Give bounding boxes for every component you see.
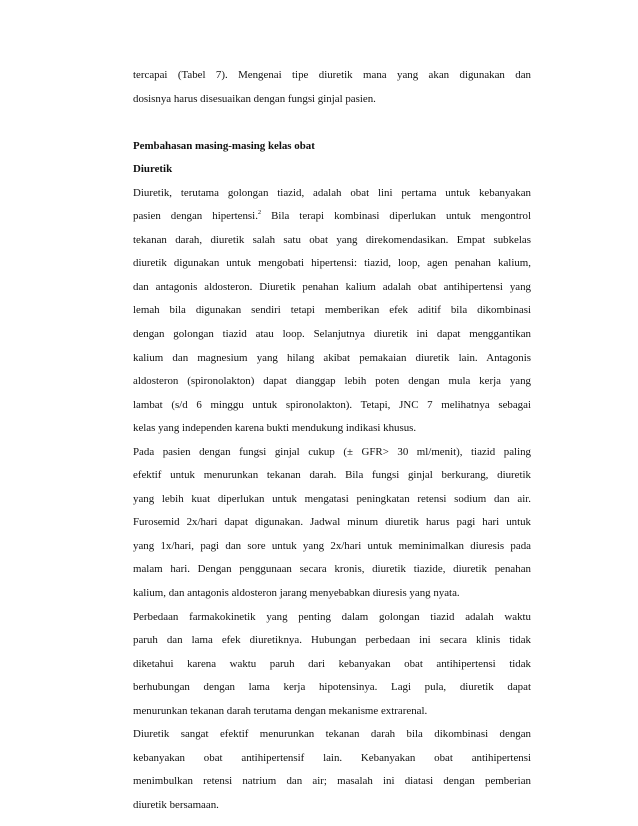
text-line: Diuretik sangat efektif menurunkan tekanan darah bila dikombinasi dengan: [133, 728, 531, 741]
text-line: yang 1x/hari, pagi dan sore untuk yang 2x/hari untuk meminimalkan diuresis pada: [133, 539, 531, 552]
text-line: menurunkan tekanan darah terutama dengan mekanisme extrarenal.: [133, 704, 428, 717]
text-segment: pasien dengan hipertensi.: [133, 210, 258, 223]
text-line: paruh dan lama efek diuretiknya. Hubungan perbedaan ini secara klinis tidak: [133, 634, 531, 647]
text-line: dosisnya harus disesuaikan dengan fungsi ginjal pasien.: [133, 92, 376, 105]
text-line: berhubungan dengan lama kerja hipotensinya. Lagi pula, diuretik dapat: [133, 681, 531, 694]
body-paragraph-4: [133, 723, 531, 817]
text-line: menimbulkan retensi natrium dan air; masalah ini diatasi dengan pemberian: [133, 775, 531, 788]
text-line: dan antagonis aldosteron. Diuretik penahan kalium adalah obat antihipertensi yang: [133, 280, 531, 293]
text-line: kalium dan magnesium yang hilang akibat pemakaian diuretik lain. Antagonis: [133, 351, 531, 364]
text-line: kalium, dan antagonis aldosteron jarang menyebabkan diuresis yang nyata.: [133, 587, 460, 600]
body-paragraph-1: [133, 182, 531, 441]
text-line: lemah bila digunakan sendiri tetapi memberikan efek aditif bila dikombinasi: [133, 304, 531, 317]
text-line: Furosemid 2x/hari dapat digunakan. Jadwal minum diuretik harus pagi hari untuk: [133, 516, 531, 529]
paragraph-gap: [133, 111, 531, 135]
text-line: aldosteron (spironolakton) dapat dianggap lebih poten dengan mula kerja yang: [133, 375, 531, 388]
text-line: diketahui karena waktu paruh dari kebanyakan obat antihipertensi tidak: [133, 657, 531, 670]
text-line: lambat (s/d 6 minggu untuk spironolakton). Tetapi, JNC 7 melihatnya sebagai: [133, 398, 531, 411]
text-line: kelas yang independen karena bukti mendukung indikasi khusus.: [133, 422, 417, 435]
text-line: malam hari. Dengan penggunaan secara kronis, diuretik tiazide, diuretik penahan: [133, 563, 531, 576]
text-line: dengan golongan tiazid atau loop. Selanjutnya diuretik ini dapat menggantikan: [133, 328, 531, 341]
subsection-heading: Diuretik: [133, 163, 173, 176]
text-line: diuretik digunakan untuk mengobati hipertensi: tiazid, loop, agen penahan kalium,: [133, 257, 531, 270]
text-segment: Bila terapi kombinasi diperlukan untuk mengontrol: [261, 210, 531, 223]
body-paragraph-2: [133, 441, 531, 606]
text-line: Perbedaan farmakokinetik yang penting dalam golongan tiazid adalah waktu: [133, 610, 531, 623]
text-line: tekanan darah, diuretik salah satu obat yang direkomendasikan. Empat subkelas: [133, 233, 531, 246]
text-line: tercapai (Tabel 7). Mengenai tipe diuretik mana yang akan digunakan dan: [133, 69, 531, 81]
intro-paragraph: [133, 64, 531, 111]
body-paragraph-3: [133, 606, 531, 724]
text-line: yang lebih kuat diperlukan untuk mengatasi peningkatan retensi sodium dan air.: [133, 492, 531, 505]
text-line-with-citation: [133, 205, 531, 229]
section-heading: Pembahasan masing-masing kelas obat: [133, 139, 315, 152]
text-line: efektif untuk menurunkan tekanan darah. Bila fungsi ginjal berkurang, diuretik: [133, 469, 531, 482]
text-line: Pada pasien dengan fungsi ginjal cukup (± GFR> 30 ml/menit), tiazid paling: [133, 445, 531, 458]
text-line: diuretik bersamaan.: [133, 798, 219, 811]
citation-superscript: 2: [257, 209, 262, 217]
text-line: Diuretik, terutama golongan tiazid, adalah obat lini pertama untuk kebanyakan: [133, 186, 531, 199]
text-line: kebanyakan obat antihipertensif lain. Kebanyakan obat antihipertensi: [133, 751, 531, 764]
document-page: [133, 64, 531, 818]
